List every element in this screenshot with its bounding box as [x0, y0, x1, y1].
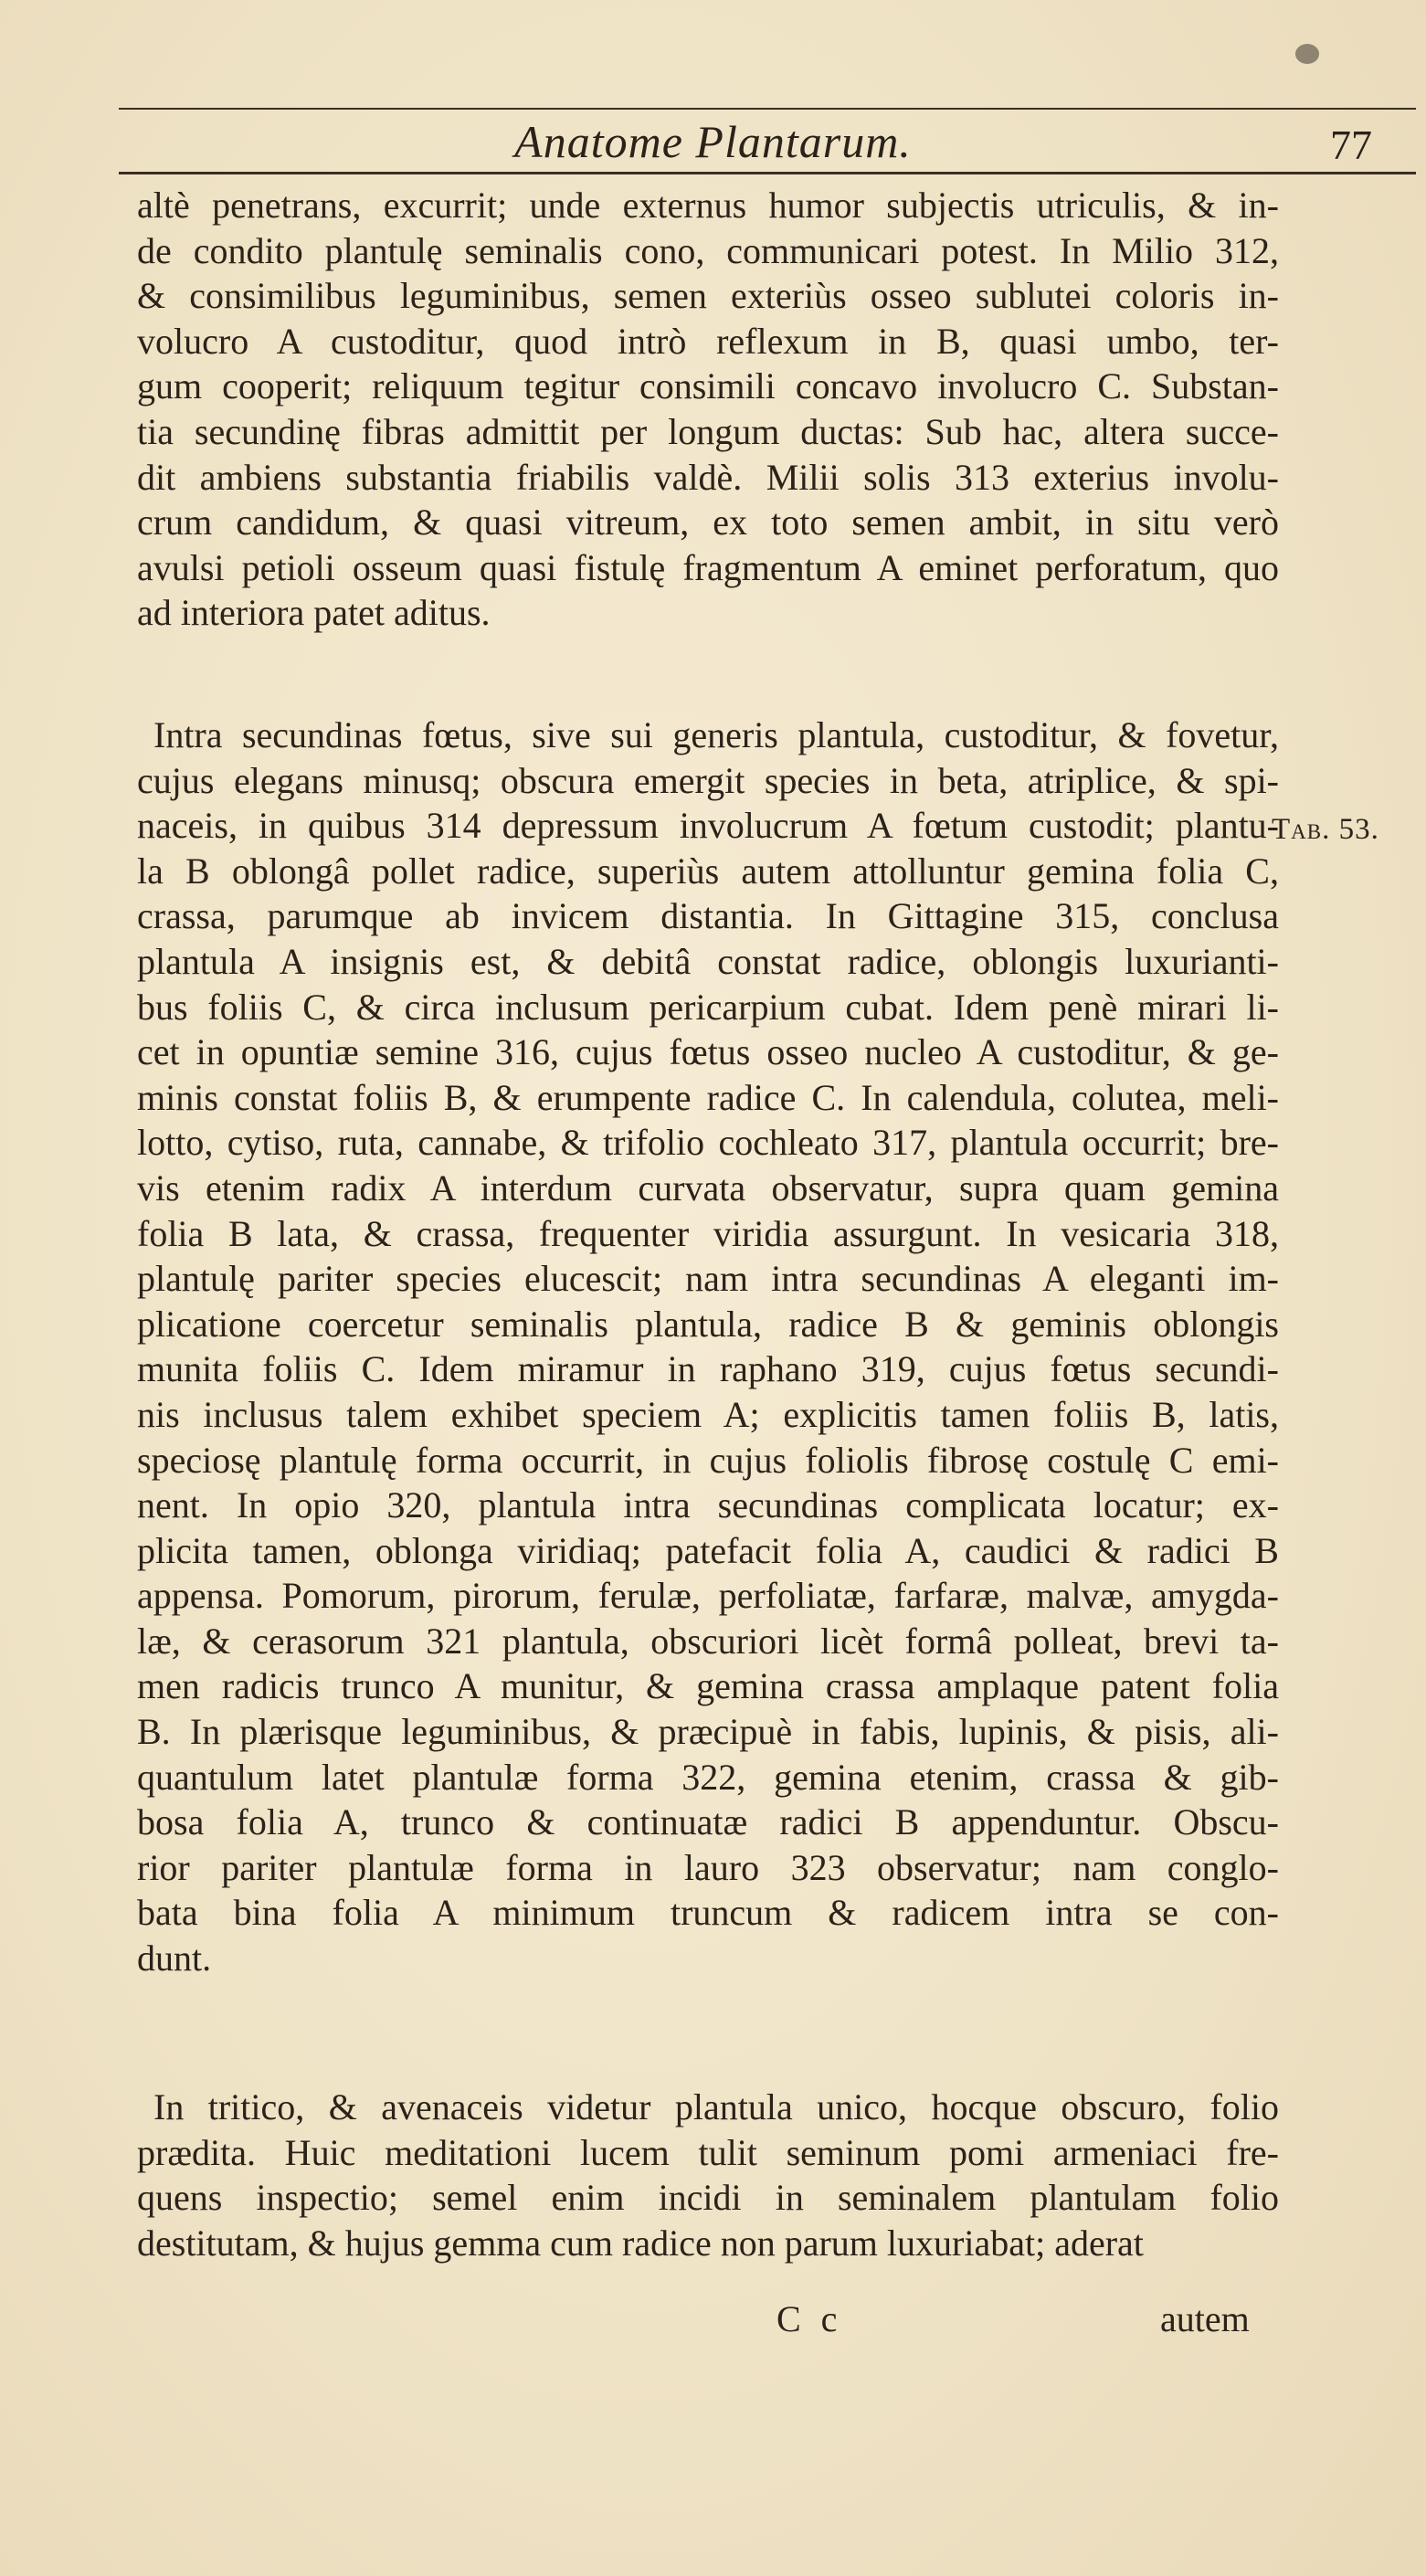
text-line: cet in opuntiæ semine 316, cujus fœtus osseo nucleo A custoditur, & ge- [137, 1031, 1279, 1073]
text-line: bus foliis C, & circa inclusum pericarpium cubat. Idem penè mirari li- [137, 986, 1279, 1028]
paragraph-1 [137, 183, 1279, 636]
text-line: & consimilibus leguminibus, semen exteriùs osseo sublutei coloris in- [137, 275, 1279, 317]
text-line: plantulę pariter species elucescit; nam intra secundinas A eleganti im- [137, 1258, 1279, 1300]
signature-mark: C c [776, 2298, 843, 2339]
text-line: ad interiora patet aditus. [137, 592, 491, 634]
text-line: destitutam, & hujus gemma cum radice non parum luxuriabat; aderat [137, 2222, 1144, 2264]
text-line: nis inclusus talem exhibet speciem A; explicitis tamen foliis B, latis, [137, 1393, 1279, 1435]
text-line: dunt. [137, 1937, 212, 1980]
text-line: bata bina folia A minimum truncum & radicem intra se con- [137, 1892, 1279, 1934]
text-line: speciosę plantulę forma occurrit, in cujus foliolis fibrosę costulę C emi- [137, 1439, 1279, 1481]
margin-note: Tab. 53. [1272, 813, 1379, 846]
paragraph-3 [137, 2085, 1279, 2265]
text-line: nent. In opio 320, plantula intra secundinas complicata locatur; ex- [137, 1484, 1279, 1526]
top-rule [119, 108, 1416, 110]
text-line: altè penetrans, excurrit; unde externus humor subjectis utriculis, & in- [137, 185, 1279, 226]
text-line: la B oblongâ pollet radice, superiùs autem attolluntur gemina folia C, [137, 850, 1279, 892]
text-line: B. In plærisque leguminibus, & præcipuè in fabis, lupinis, & pisis, ali- [137, 1711, 1279, 1753]
text-line: vis etenim radix A interdum curvata observatur, supra quam gemina [137, 1167, 1279, 1209]
text-line: cujus elegans minusq; obscura emergit species in beta, atriplice, & spi- [137, 759, 1279, 801]
text-line: gum cooperit; reliquum tegitur consimili concavo involucro C. Substan- [137, 365, 1279, 407]
text-line: Intra secundinas fœtus, sive sui generis plantula, custoditur, & fovetur, [153, 714, 1279, 755]
text-line: appensa. Pomorum, pirorum, ferulæ, perfoliatæ, farfaræ, malvæ, amygda- [137, 1575, 1279, 1617]
text-line: læ, & cerasorum 321 plantula, obscuriori licèt formâ polleat, brevi ta- [137, 1620, 1279, 1662]
header-rule [119, 172, 1416, 174]
text-line: prædita. Huic meditationi lucem tulit seminum pomi armeniaci fre- [137, 2131, 1279, 2173]
text-line: minis constat foliis B, & erumpente radice C. In calendula, colutea, meli- [137, 1076, 1279, 1118]
text-line: In tritico, & avenaceis videtur plantula unico, hocque obscuro, folio [153, 2086, 1279, 2127]
text-line: dit ambiens substantia friabilis valdè. Milii solis 313 exterius involu- [137, 456, 1279, 498]
text-line: lotto, cytiso, ruta, cannabe, & trifolio cochleato 317, plantula occurrit; bre- [137, 1122, 1279, 1164]
catchword: autem [1160, 2298, 1250, 2339]
running-head: Anatome Plantarum. [514, 116, 912, 167]
ink-blot [1295, 44, 1319, 64]
text-line: naceis, in quibus 314 depressum involucrum A fœtum custodit; plantu- [137, 805, 1279, 847]
text-line: quens inspectio; semel enim incidi in seminalem plantulam folio [137, 2177, 1279, 2219]
text-line: folia B lata, & crassa, frequenter viridia assurgunt. In vesicaria 318, [137, 1212, 1279, 1254]
text-line: quantulum latet plantulæ forma 322, gemina etenim, crassa & gib- [137, 1756, 1279, 1798]
text-line: plantula A insignis est, & debitâ constat radice, oblongis luxurianti- [137, 940, 1279, 982]
text-line: tia secundinę fibras admittit per longum ductas: Sub hac, altera succe- [137, 410, 1279, 452]
page-number: 77 [1330, 121, 1372, 168]
text-line: munita foliis C. Idem miramur in raphano 319, cujus fœtus secundi- [137, 1348, 1279, 1390]
text-line: crum candidum, & quasi vitreum, ex toto semen ambit, in situ verò [137, 501, 1279, 544]
text-line: crassa, parumque ab invicem distantia. In Gittagine 315, conclusa [137, 895, 1279, 937]
text-line: volucro A custoditur, quod intrò reflexum in B, quasi umbo, ter- [137, 320, 1279, 362]
text-line: plicatione coercetur seminalis plantula, radice B & geminis oblongis [137, 1303, 1279, 1345]
text-line: men radicis trunco A munitur, & gemina crassa amplaque patent folia [137, 1665, 1279, 1707]
text-line: rior pariter plantulæ forma in lauro 323 observatur; nam conglo- [137, 1846, 1279, 1888]
text-line: avulsi petioli osseum quasi fistulę fragmentum A eminet perforatum, quo [137, 546, 1279, 588]
text-line: plicita tamen, oblonga viridiaq; patefacit folia A, caudici & radici B [137, 1529, 1279, 1571]
text-line: bosa folia A, trunco & continuatæ radici B appenduntur. Obscu- [137, 1801, 1279, 1843]
text-line: de condito plantulę seminalis cono, communicari potest. In Milio 312, [137, 229, 1279, 271]
paragraph-2 [137, 713, 1279, 1981]
